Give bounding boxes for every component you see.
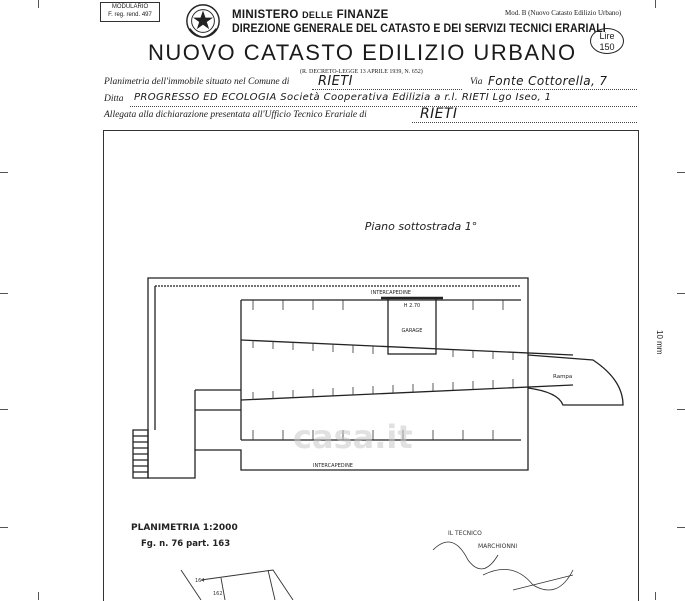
stamp-line1: IL TECNICO: [448, 530, 482, 537]
margin-tick: [0, 409, 8, 410]
floor-label: Piano sottostrada 1°: [364, 220, 478, 233]
lire-label: Lire: [599, 31, 615, 41]
republic-emblem-icon: [184, 2, 222, 40]
side-scale-label: 10 mm: [655, 330, 664, 355]
planimetria-label: Planimetria dell'immobile situato nel Comune di: [104, 77, 290, 87]
via-value: Fonte Cottorella, 7: [488, 74, 608, 88]
ministero-heading: [232, 9, 389, 21]
site-plan-title: PLANIMETRIA 1:2000: [131, 523, 238, 533]
parcel-164: 164: [195, 578, 205, 584]
ufficio-value: RIETI: [420, 106, 458, 122]
ditta-line: [130, 106, 637, 107]
intercapedine-bottom-label: INTERCAPEDINE: [313, 463, 353, 469]
ministero-end: FINANZE: [336, 9, 389, 21]
garage-label: GARAGE: [401, 328, 423, 334]
intercapedine-top-label: INTERCAPEDINE: [371, 290, 411, 296]
rampa-label: Rampa: [553, 374, 573, 380]
margin-tick: [38, 0, 39, 8]
lire-value: 150: [599, 42, 615, 52]
watermark: casa.it: [293, 418, 413, 456]
decreto-line: (R. DECRETO-LEGGE 13 APRILE 1939, N. 652): [300, 69, 423, 75]
comune-line: [312, 89, 462, 90]
parcel-162: 162: [213, 591, 223, 597]
modulario-label: MODULARIO: [111, 4, 149, 10]
ministero-main: MINISTERO: [232, 9, 299, 21]
stamp-line2: MARCHIONNI: [478, 543, 518, 550]
margin-tick: [0, 527, 8, 528]
via-label: Via: [470, 77, 483, 87]
margin-tick: [677, 527, 685, 528]
margin-tick: [677, 293, 685, 294]
height-label: H 2.70: [403, 303, 421, 309]
margin-tick: [677, 409, 685, 410]
foglio-label: Fg. n. 76 part. 163: [141, 539, 231, 549]
mod-label: Mod. B (Nuovo Catasto Edilizio Urbano): [505, 9, 622, 17]
page-title: NUOVO CATASTO EDILIZIO URBANO: [148, 40, 577, 65]
ditta-value: PROGRESSO ED ECOLOGIA Società Cooperativa Edilizia a r.l. RIETI Lgo Iseo, 1: [134, 92, 552, 103]
lire-stamp: [590, 28, 624, 54]
floor-plan: [103, 130, 637, 600]
ministero-small: DELLE: [302, 10, 334, 20]
margin-tick: [655, 0, 656, 8]
ufficio-line: [412, 122, 637, 123]
margin-tick: [677, 172, 685, 173]
margin-tick: [0, 172, 8, 173]
margin-tick: [0, 293, 8, 294]
direzione-heading: DIREZIONE GENERALE DEL CATASTO E DEI SERVIZI TECNICI ERARIALI: [232, 23, 606, 35]
via-line: [487, 89, 637, 90]
margin-tick: [38, 592, 39, 600]
allegata-label: Allegata alla dichiarazione presentata all'Ufficio Tecnico Erariale di: [104, 110, 367, 120]
modulario-sub: F. reg. rend. 497: [108, 12, 152, 18]
ditta-label: Ditta: [104, 94, 124, 104]
comune-value: RIETI: [318, 74, 353, 89]
modulario-box: [100, 2, 160, 22]
margin-tick: [655, 592, 656, 600]
